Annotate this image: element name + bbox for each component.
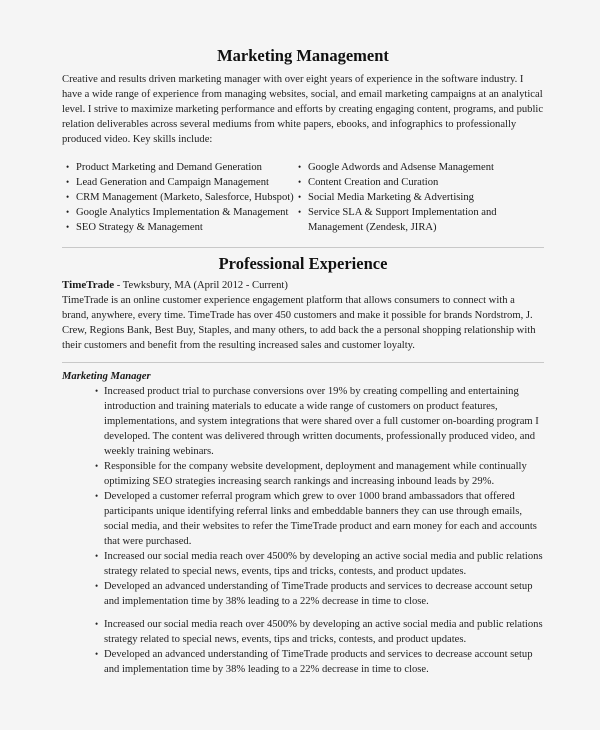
duty-item: • Developed an advanced understanding of TimeTrade products and services to decrease account setup and implementation time by 38% leading to a 22% decrease in time to close. bbox=[62, 579, 544, 609]
company-divider bbox=[62, 362, 544, 363]
job-role: Marketing Manager bbox=[62, 371, 151, 382]
skills-left-column bbox=[62, 160, 298, 235]
skill-item: • Service SLA & Support Implementation and Management (Zendesk, JIRA) bbox=[298, 205, 544, 235]
resume-content bbox=[62, 46, 544, 677]
section-divider bbox=[62, 247, 544, 248]
skill-item: • Social Media Marketing & Advertising bbox=[298, 190, 544, 205]
company-name: TimeTrade bbox=[62, 279, 115, 291]
duty-item: • Increased our social media reach over 4500% by developing an active social media and public relations strategy related to special news, events, tips and tricks, contests, and product updates. bbox=[62, 617, 544, 647]
skills-right-column bbox=[298, 160, 544, 235]
skill-item: • Lead Generation and Campaign Management bbox=[62, 175, 298, 190]
duty-item: • Developed an advanced understanding of TimeTrade products and services to decrease account setup and implementation time by 38% leading to a 22% decrease in time to close. bbox=[62, 647, 544, 677]
skill-item: • Google Adwords and Adsense Management bbox=[298, 160, 544, 175]
skills-list bbox=[62, 160, 544, 235]
skill-item: • SEO Strategy & Management bbox=[62, 220, 298, 235]
duty-item: • Increased our social media reach over 4500% by developing an active social media and public relations strategy related to special news, events, tips and tricks, contests, and product updates. bbox=[62, 549, 544, 579]
summary-title: Marketing Management bbox=[217, 46, 389, 65]
skill-item: • Product Marketing and Demand Generation bbox=[62, 160, 298, 175]
summary-text: Creative and results driven marketing manager with over eight years of experience in the software industry. I have a wide range of experience from managing websites, social, and email marketing campaigns at an analytical level. I strive to maximize marketing performance and efforts by creating engaging content, programs, and public relation deliverables across several mediums from white papers, ebooks, and infographics to professionally produced video. Key skills include: bbox=[62, 74, 544, 145]
duty-item: • Developed a customer referral program which grew to over 1000 brand ambassadors that offered participants unique identifying referral links and embeddable banners they can use through emails, social media, and their websites to refer the TimeTrade product and earn money for each and accounts that were purchased. bbox=[62, 489, 544, 549]
duty-item: • Responsible for the company website development, deployment and management while continually optimizing SEO strategies increasing search rankings and increasing inbound leads by 29%. bbox=[62, 459, 544, 489]
skill-item: • Google Analytics Implementation & Management bbox=[62, 205, 298, 220]
company-line bbox=[62, 278, 544, 293]
experience-title: Professional Experience bbox=[218, 254, 388, 273]
duties-list bbox=[62, 384, 544, 677]
skill-item: • CRM Management (Marketo, Salesforce, Hubspot) bbox=[62, 190, 298, 205]
skill-item: • Content Creation and Curation bbox=[298, 175, 544, 190]
company-description: TimeTrade is an online customer experience engagement platform that allows consumers to connect with a brand, anywhere, every time. TimeTrade has over 450 customers and make it possible for brands Nordstrom, J. Crew, Regions Bank, Best Buy, Staples, and many others, to add back the a personal shopping relationship with their customers and benefit from the resulting increased sales and customer loyalty. bbox=[62, 295, 536, 351]
company-meta: - Tewksbury, MA (April 2012 - Current) bbox=[114, 280, 288, 291]
duty-item: • Increased product trial to purchase conversions over 19% by creating compelling and entertaining introduction and training materials to educate a wide range of customers on product features, implementations, and system integrations that were shared over a full customer on-boarding program I developed. The content was delivered through written documents, professionally produced video, and weekly training webinars. bbox=[62, 384, 544, 459]
